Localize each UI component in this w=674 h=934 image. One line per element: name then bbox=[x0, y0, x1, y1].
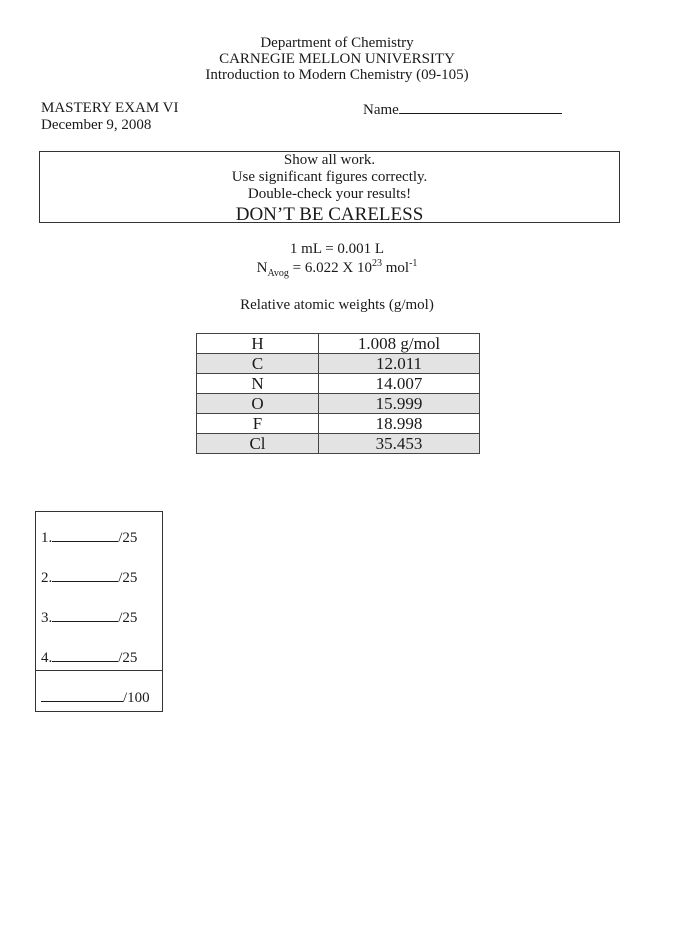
avogadro-symbol: N bbox=[256, 260, 268, 276]
score-blank[interactable] bbox=[52, 529, 118, 542]
score-divider bbox=[36, 670, 162, 671]
element-symbol: C bbox=[197, 354, 319, 374]
exam-date: December 9, 2008 bbox=[41, 117, 152, 133]
score-box bbox=[35, 511, 163, 712]
score-blank[interactable] bbox=[52, 569, 118, 582]
atomic-weights-table bbox=[196, 333, 480, 454]
university-heading: CARNEGIE MELLON UNIVERSITY bbox=[219, 51, 455, 67]
instruction-show-work: Show all work. bbox=[283, 152, 376, 168]
name-label: Name bbox=[363, 102, 399, 118]
element-symbol: Cl bbox=[197, 434, 319, 454]
score-label: 1. bbox=[41, 530, 53, 546]
element-symbol: O bbox=[197, 394, 319, 414]
table-row bbox=[197, 334, 480, 354]
table-row bbox=[197, 354, 480, 374]
element-weight: 18.998 bbox=[319, 414, 480, 434]
element-weight: 14.007 bbox=[319, 374, 480, 394]
element-symbol: H bbox=[197, 334, 319, 354]
avogadro-unit: mol bbox=[381, 260, 410, 276]
score-row-4[interactable] bbox=[41, 649, 137, 667]
score-max: /25 bbox=[118, 570, 138, 586]
avogadro-exponent: 23 bbox=[371, 258, 382, 269]
element-symbol: N bbox=[197, 374, 319, 394]
score-row-total[interactable] bbox=[41, 689, 150, 707]
avogadro-unit-exponent: -1 bbox=[409, 258, 418, 269]
course-heading: Introduction to Modern Chemistry (09-105) bbox=[205, 67, 469, 83]
avogadro-value: = 6.022 X 10 bbox=[288, 260, 372, 276]
score-label: 4. bbox=[41, 650, 53, 666]
score-row-2[interactable] bbox=[41, 569, 137, 587]
table-row bbox=[197, 374, 480, 394]
element-weight: 12.011 bbox=[319, 354, 480, 374]
score-row-1[interactable] bbox=[41, 529, 137, 547]
score-label: 2. bbox=[41, 570, 53, 586]
table-row bbox=[197, 434, 480, 454]
score-blank[interactable] bbox=[52, 649, 118, 662]
instruction-emphasis: DON’T BE CARELESS bbox=[235, 204, 424, 225]
total-score-blank[interactable] bbox=[41, 689, 123, 702]
score-blank[interactable] bbox=[52, 609, 118, 622]
exam-info bbox=[41, 100, 179, 134]
score-row-3[interactable] bbox=[41, 609, 137, 627]
element-weight: 35.453 bbox=[319, 434, 480, 454]
score-max: /25 bbox=[118, 650, 138, 666]
table-row bbox=[197, 414, 480, 434]
instructions-box bbox=[39, 151, 620, 223]
element-weight: 15.999 bbox=[319, 394, 480, 414]
element-weight: 1.008 g/mol bbox=[319, 334, 480, 354]
avogadro-constant bbox=[0, 260, 674, 277]
avogadro-subscript: Avog bbox=[267, 268, 289, 279]
exam-title: MASTERY EXAM VI bbox=[41, 100, 179, 116]
instruction-sig-figs: Use significant figures correctly. bbox=[231, 169, 428, 185]
volume-conversion: 1 mL = 0.001 L bbox=[289, 241, 385, 257]
score-max: /25 bbox=[118, 610, 138, 626]
weights-caption: Relative atomic weights (g/mol) bbox=[240, 297, 434, 313]
instruction-double-check: Double-check your results! bbox=[247, 186, 412, 202]
score-max: /25 bbox=[118, 530, 138, 546]
name-blank-line[interactable] bbox=[399, 100, 562, 114]
department-heading: Department of Chemistry bbox=[260, 35, 414, 51]
score-label: 3. bbox=[41, 610, 53, 626]
total-score-max: /100 bbox=[123, 690, 150, 706]
name-field[interactable] bbox=[363, 100, 562, 119]
element-symbol: F bbox=[197, 414, 319, 434]
table-row bbox=[197, 394, 480, 414]
